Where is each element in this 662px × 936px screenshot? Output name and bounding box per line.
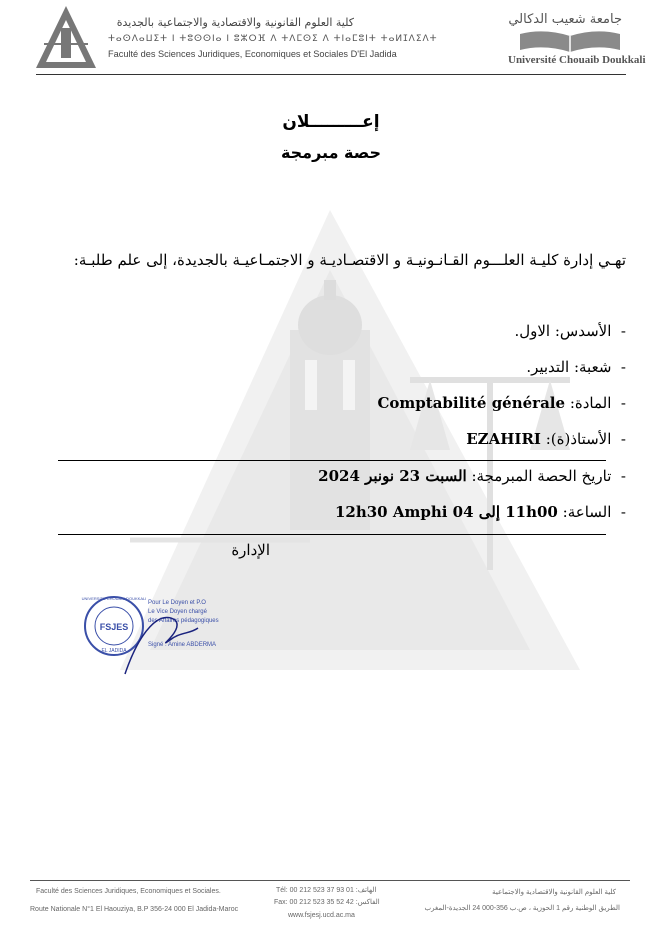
- seal-city-text: EL JADIDA: [101, 648, 127, 654]
- seal-text: FSJES: [99, 622, 129, 632]
- table-top-rule: [58, 460, 606, 461]
- official-stamp: [80, 590, 240, 676]
- session-time-value: 11h00 إلى 12h30 Amphi 04: [334, 503, 558, 521]
- footer-address-ar: الطريق الوطنية رقم 1 الحوزية ، ص.ب 356-000 24 الجديدة-المغرب: [424, 905, 620, 912]
- footer-website: www.fsjesj.ucd.ac.ma: [288, 912, 355, 919]
- seal-ring-text: UNIVERSITE CHOUAIB DOUKKALI: [81, 596, 147, 601]
- university-name-arabic: جامعة شعيب الدكالي: [508, 12, 622, 27]
- footer-faculty-fr: Faculté des Sciences Juridiques, Economiques et Sociales.: [36, 888, 221, 895]
- university-name-french: Université Chouaib Doukkali: [508, 54, 646, 66]
- professor-value: EZAHIRI: [466, 430, 541, 448]
- faculty-name-french: Faculté des Sciences Juridiques, Economiques et Sociales D'El Jadida: [108, 49, 397, 59]
- stamp-line-2: Le Vice Doyen chargé: [148, 609, 207, 615]
- footer-faculty-ar: كلية العلوم القانونية والاقتصادية والاجتماعية: [492, 889, 616, 896]
- professor-line: - الأستاذ(ة): EZAHIRI: [466, 430, 626, 448]
- stamp-line-3: des Affaires pédagogiques: [148, 618, 219, 624]
- footer-fax: Fax: 00 212 523 35 52 42 :الفاكس: [274, 899, 380, 906]
- faculty-logo-icon: [36, 4, 98, 70]
- subject-line: - المادة: Comptabilité générale: [377, 394, 626, 412]
- table-bottom-rule: [58, 534, 606, 535]
- subject-value: Comptabilité générale: [377, 394, 566, 412]
- announcement-subtitle: حصة مبرمجة: [280, 143, 382, 162]
- announcement-intro: تهـي إدارة كليـة العلـــوم القـانـونيـة و الاقتصـاديـة و الاجتمـاعيـة بالجديدة، إلى علم طلبـة:: [73, 251, 626, 269]
- faculty-name-tifinagh: ⵜⴰⵙⴷⴰⵡⵉⵜ ⵏ ⵜⵓⵙⵙⵏⴰ ⵏ ⵓⵣⵔⴼ ⴷ ⵜⴷⵎⵙⵉ ⴷ ⵜⵏⴰⵎⵓⵏⵜ ⵜⴰⵍⵊⴷⵉⴷⵜ: [108, 34, 438, 44]
- session-time-line: - الساعة: 11h00 إلى 12h30 Amphi 04: [334, 503, 626, 521]
- branch-line: - شعبة: التدبير.: [526, 358, 626, 376]
- session-date-value: السبت 23 نونبر 2024: [318, 467, 467, 485]
- footer-phone: Tél: 00 212 523 37 93 01 :الهاتف: [276, 887, 377, 894]
- footer-divider: [30, 880, 630, 881]
- header-divider: [36, 74, 626, 75]
- stamp-line-1: Pour Le Doyen et P.O: [148, 600, 206, 606]
- semester-line: - الأسدس: الاول.: [514, 322, 626, 340]
- footer-address-fr: Route Nationale N°1 El Haouziya, B.P 356-24 000 El Jadida-Maroc: [30, 906, 239, 913]
- faculty-name-arabic: كلية العلوم القانونية والاقتصادية والاجتماعية بالجديدة: [116, 16, 354, 29]
- stamp-signed-line: Signé : Amine ABDERMA: [148, 642, 217, 648]
- university-book-icon: [518, 30, 622, 54]
- announcement-title: إعـــــــــلان: [282, 112, 380, 132]
- session-date-line: - تاريخ الحصة المبرمجة: السبت 23 نونبر 2024: [318, 467, 626, 485]
- administration-signature: الإدارة: [231, 541, 270, 559]
